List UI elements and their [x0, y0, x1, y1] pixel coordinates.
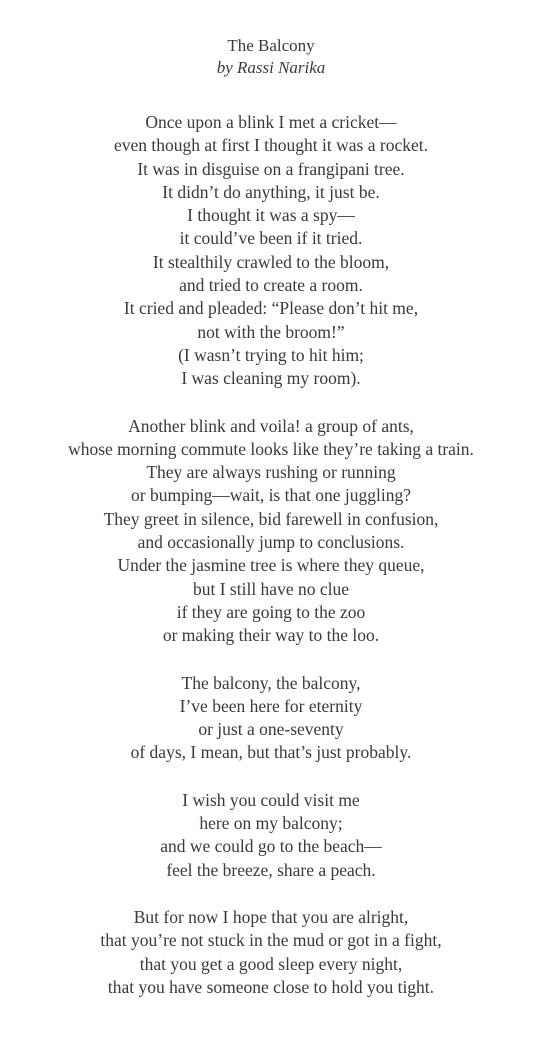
- poem-body: [0, 111, 542, 999]
- poem-line: Once upon a blink I met a cricket—: [145, 112, 397, 132]
- poem-line: I’ve been here for eternity: [179, 695, 363, 716]
- stanza-3: [0, 672, 542, 765]
- poem-line: even though at first I thought it was a rocket.: [114, 135, 428, 156]
- poem-line: but I still have no clue: [192, 578, 349, 599]
- stanza-5: [0, 906, 542, 999]
- stanza-2: [0, 415, 542, 648]
- poem-title: The Balcony: [227, 36, 315, 55]
- poem-line: They greet in silence, bid farewell in confusion,: [103, 508, 439, 529]
- poem-line: of days, I mean, but that’s just probably.: [130, 742, 412, 763]
- poem-line: and tried to create a room.: [179, 275, 363, 296]
- poem-line: I was cleaning my room).: [181, 368, 361, 389]
- poem-line: Another blink and voila! a group of ants,: [128, 415, 414, 436]
- poem-line: and we could go to the beach—: [160, 836, 382, 857]
- poem-line: feel the breeze, share a peach.: [166, 859, 376, 880]
- poem-line: It didn’t do anything, it just be.: [162, 181, 380, 202]
- poem-line: or bumping—wait, is that one juggling?: [131, 485, 411, 506]
- poem-line: that you have someone close to hold you tight.: [107, 976, 435, 997]
- poem-line: It cried and pleaded: “Please don’t hit me,: [123, 298, 419, 319]
- poem-line: They are always rushing or running: [146, 462, 396, 483]
- poem-line: not with the broom!”: [197, 321, 345, 342]
- poem-line: it could’ve been if it tried.: [179, 228, 363, 249]
- poem-line: It stealthily crawled to the bloom,: [152, 251, 390, 272]
- stanza-4: [0, 789, 542, 882]
- poem-byline: by Rassi Narika: [216, 58, 326, 77]
- poem-line: Under the jasmine tree is where they queue,: [117, 555, 425, 576]
- poem-line: that you get a good sleep every night,: [139, 953, 403, 974]
- poem-line: if they are going to the zoo: [176, 601, 366, 622]
- poem-line: or making their way to the loo.: [162, 625, 380, 646]
- poem-line: whose morning commute looks like they’re taking a train.: [68, 438, 474, 459]
- poem-line: or just a one-seventy: [198, 719, 344, 740]
- poem-line: It was in disguise on a frangipani tree.: [137, 158, 405, 179]
- poem-line: I thought it was a spy—: [187, 205, 355, 226]
- poem-line: The balcony, the balcony,: [181, 672, 361, 693]
- poem-line: But for now I hope that you are alright,: [133, 906, 409, 927]
- poem-line: I wish you could visit me: [182, 789, 360, 810]
- poem-line: (I wasn’t trying to hit him;: [178, 344, 364, 365]
- poem-line: that you’re not stuck in the mud or got in a fight,: [100, 930, 442, 951]
- poem-line: and occasionally jump to conclusions.: [137, 532, 405, 553]
- stanza-1: [0, 111, 542, 391]
- poem-line: here on my balcony;: [199, 813, 343, 834]
